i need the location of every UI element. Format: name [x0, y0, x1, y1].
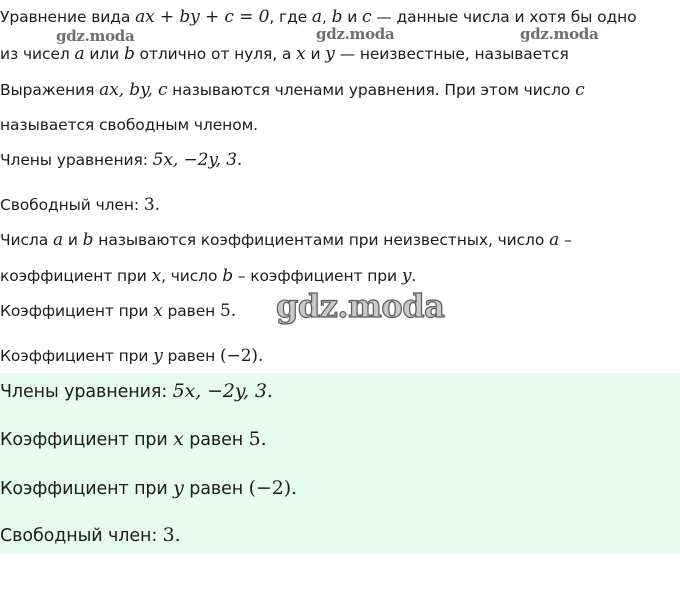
free-term-label: Свободный член: — [0, 196, 144, 214]
watermark-logo: gdz.moda — [520, 25, 599, 43]
watermark-logo: gdz.moda — [56, 27, 135, 45]
text: Числа — [0, 231, 53, 249]
var-x: x — [296, 44, 306, 64]
terms-label: Члены уравнения: — [0, 382, 173, 402]
var-y: y — [325, 44, 335, 64]
text: Коэффициент при — [0, 347, 154, 365]
text: , число — [161, 267, 223, 285]
var-x: x — [151, 266, 162, 286]
equation-formula: ax + by + c = 0 — [135, 7, 270, 27]
text: Выражения — [0, 81, 100, 99]
var-y: y — [173, 477, 184, 499]
coefficients-line-1 — [0, 230, 572, 250]
definition-line-2 — [0, 44, 569, 64]
terms-line — [0, 150, 242, 170]
text: из чисел — [0, 45, 75, 63]
terms-value: 5x, −2y, 3. — [172, 380, 273, 402]
var-c: c — [362, 7, 372, 27]
coef-x-value: 5. — [248, 428, 267, 450]
coefficients-line-2 — [0, 266, 416, 286]
answer-terms-line — [0, 380, 273, 402]
free-term-value: 3. — [162, 524, 181, 546]
text: Коэффициент при — [0, 302, 154, 320]
free-term-label: Свободный член: — [0, 526, 163, 546]
definition-line-3 — [0, 80, 585, 100]
var-a: a — [52, 230, 64, 250]
var-x: x — [173, 428, 184, 450]
terms-label: Члены уравнения: — [0, 151, 153, 169]
text: называются членами уравнения. При этом число — [167, 81, 576, 99]
definition-line-1 — [0, 7, 637, 27]
watermark-logo: gdz.moda — [316, 25, 395, 43]
free-term-value: 3. — [143, 195, 160, 215]
coef-y-value: (−2). — [248, 477, 297, 499]
answer-coef-y-line — [0, 477, 297, 499]
var-b: b — [123, 44, 135, 64]
text: и — [63, 231, 83, 249]
coef-y-line — [0, 346, 263, 366]
text: Коэффициент при — [0, 430, 174, 450]
var-a: a — [311, 7, 322, 27]
var-b: b — [82, 230, 94, 250]
text: называются коэффициентами при неизвестных, число — [93, 231, 550, 249]
answer-block — [0, 373, 680, 554]
var-x: x — [153, 301, 163, 321]
coef-y-value: (−2). — [220, 346, 264, 366]
text: Уравнение вида — [0, 8, 136, 26]
var-y: y — [401, 266, 412, 286]
text: , — [321, 8, 332, 26]
free-term-line — [0, 195, 160, 215]
text: , где — [269, 8, 312, 26]
var-c: c — [575, 80, 585, 100]
text: равен — [162, 302, 220, 320]
var-b: b — [331, 7, 343, 27]
text: — неизвестные, называется — [334, 45, 569, 63]
text: равен — [183, 479, 249, 499]
text: отлично от нуля, а — [134, 45, 297, 63]
coef-x-value: 5. — [220, 301, 237, 321]
text: – — [559, 231, 572, 249]
text: равен — [183, 430, 249, 450]
text: или — [84, 45, 124, 63]
text: – коэффициент при — [232, 267, 402, 285]
terms-value: 5x, −2y, 3. — [152, 150, 243, 170]
text: Коэффициент при — [0, 479, 174, 499]
var-b: b — [222, 266, 233, 286]
text: равен — [162, 347, 221, 365]
var-a: a — [74, 44, 85, 64]
text: . — [411, 267, 417, 285]
answer-free-term-line — [0, 524, 181, 546]
text: — данные числа и хотя бы одно — [371, 8, 637, 26]
answer-coef-x-line — [0, 428, 267, 450]
text: и — [305, 45, 326, 63]
coef-x-line — [0, 301, 236, 321]
var-y: y — [153, 346, 163, 366]
watermark-logo-large: gdz.moda — [276, 287, 445, 325]
expressions-formula: ax, by, c — [99, 80, 168, 100]
var-a: a — [549, 230, 560, 250]
text: и — [342, 8, 363, 26]
definition-line-4: называется свободным членом. — [0, 116, 259, 134]
text: коэффициент при — [0, 267, 152, 285]
